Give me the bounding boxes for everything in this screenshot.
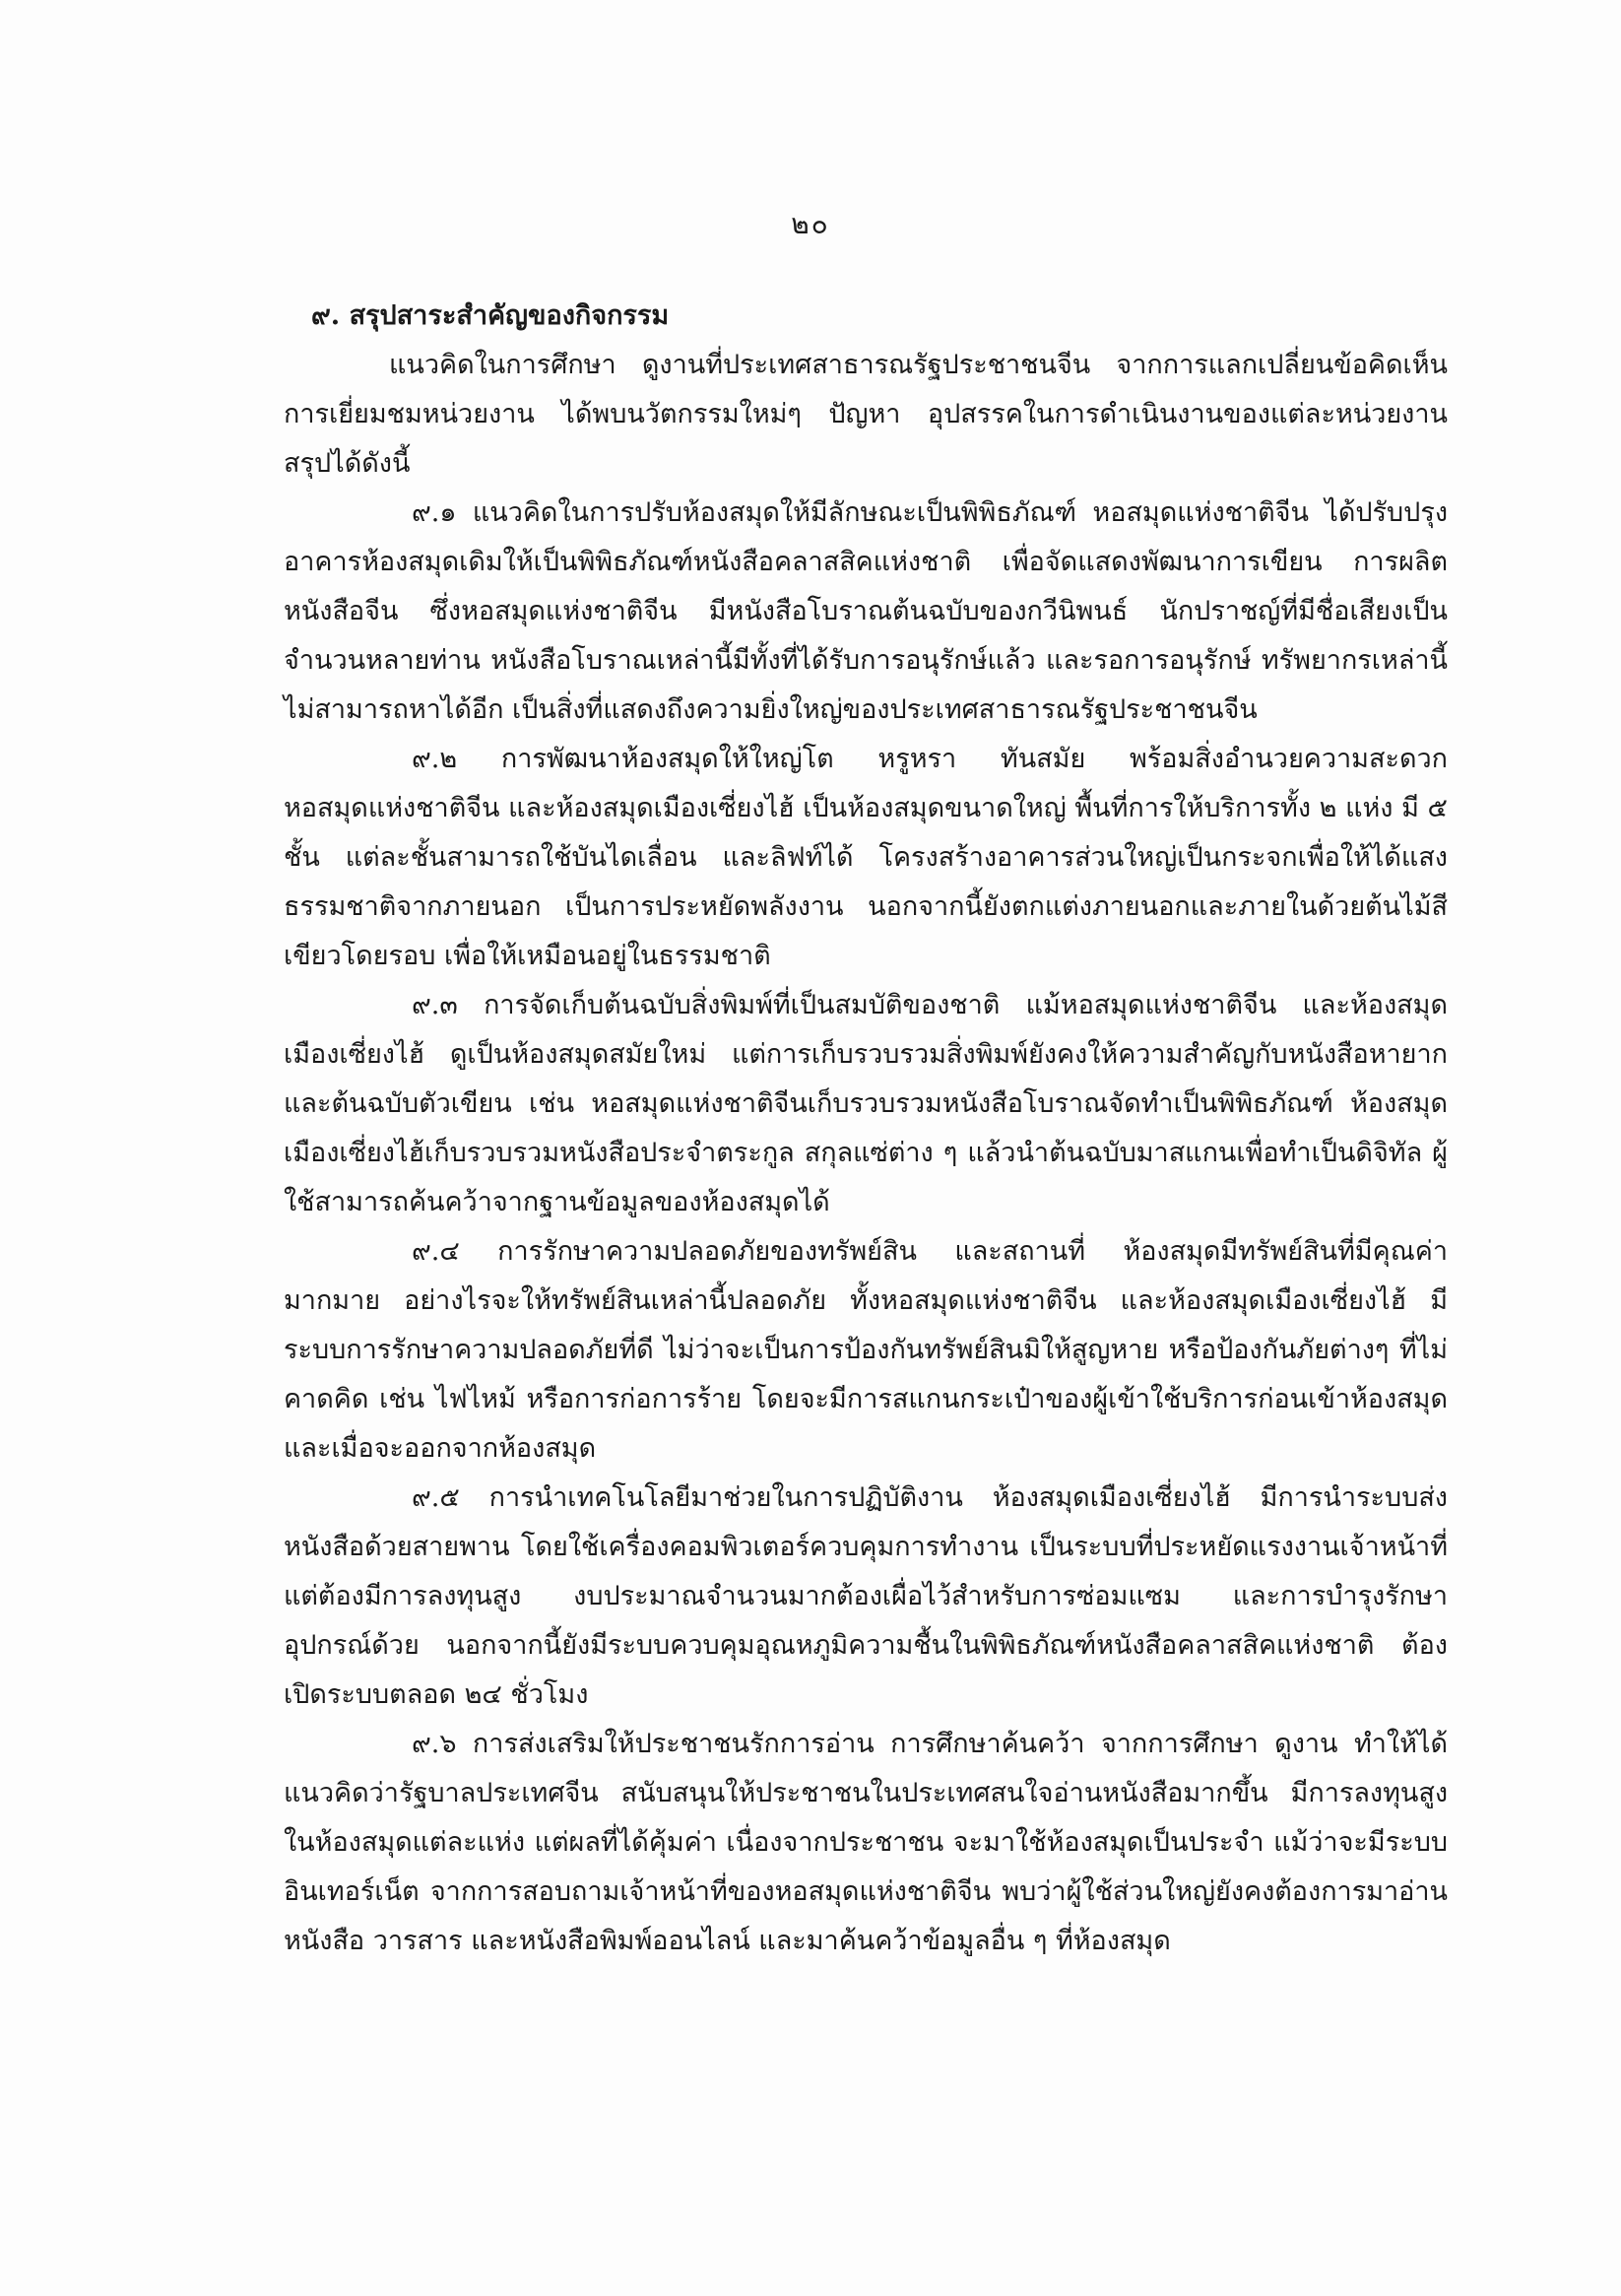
item-paragraph-9-2: ๙.๒ การพัฒนาห้องสมุดให้ใหญ่โต หรูหรา ทันสมัย พร้อมสิ่งอำนวยความสะดวก หอสมุดแห่งชาติจีน และห้องสมุดเมืองเซี่ยงไฮ้ เป็นห้องสมุดขนาดใหญ่ พื้นที่การให้บริการทั้ง ๒ แห่ง มี ๕ ชั้น แต่ละชั้นสามารถใช้บันไดเลื่อน และลิฟท์ได้ โครงสร้างอาคารส่วนใหญ่เป็นกระจกเพื่อให้ได้แสงธรรมชาติจากภายนอก เป็นการประหยัดพลังงาน นอกจากนี้ยังตกแต่งภายนอกและภายในด้วยต้นไม้สีเขียวโดยรอบ เพื่อให้เหมือนอยู่ในธรรมชาติ (284, 744, 1448, 971)
item-paragraph-9-1: ๙.๑ แนวคิดในการปรับห้องสมุดให้มีลักษณะเป็นพิพิธภัณฑ์ หอสมุดแห่งชาติจีน ได้ปรับปรุงอาคารห้องสมุดเดิมให้เป็นพิพิธภัณฑ์หนังสือคลาสสิคแห่งชาติ เพื่อจัดแสดงพัฒนาการเขียน การผลิตหนังสือจีน ซึ่งหอสมุดแห่งชาติจีน มีหนังสือโบราณต้นฉบับของกวีนิพนธ์ นักปราชญ์ที่มีชื่อเสียงเป็นจำนวนหลายท่าน หนังสือโบราณเหล่านี้มีทั้งที่ได้รับการอนุรักษ์แล้ว และรอการอนุรักษ์ ทรัพยากรเหล่านี้ไม่สามารถหาได้อีก เป็นสิ่งที่แสดงถึงความยิ่งใหญ่ของประเทศสาธารณรัฐประชาชนจีน (284, 497, 1448, 725)
section-body (284, 292, 1448, 1966)
item-paragraph-9-4: ๙.๔ การรักษาความปลอดภัยของทรัพย์สิน และสถานที่ ห้องสมุดมีทรัพย์สินที่มีคุณค่ามากมาย อย่างไรจะให้ทรัพย์สินเหล่านี้ปลอดภัย ทั้งหอสมุดแห่งชาติจีน และห้องสมุดเมืองเซี่ยงไฮ้ มีระบบการรักษาความปลอดภัยที่ดี ไม่ว่าจะเป็นการป้องกันทรัพย์สินมิให้สูญหาย หรือป้องกันภัยต่างๆ ที่ไม่คาดคิด เช่น ไฟไหม้ หรือการก่อการร้าย โดยจะมีการสแกนกระเป๋าของผู้เข้าใช้บริการก่อนเข้าห้องสมุด และเมื่อจะออกจากห้องสมุด (284, 1236, 1448, 1464)
item-paragraph-9-6: ๙.๖ การส่งเสริมให้ประชาชนรักการอ่าน การศึกษาค้นคว้า จากการศึกษา ดูงาน ทำให้ได้แนวคิดว่ารัฐบาลประเทศจีน สนับสนุนให้ประชาชนในประเทศสนใจอ่านหนังสือมากขึ้น มีการลงทุนสูงในห้องสมุดแต่ละแห่ง แต่ผลที่ได้คุ้มค่า เนื่องจากประชาชน จะมาใช้ห้องสมุดเป็นประจำ แม้ว่าจะมีระบบอินเทอร์เน็ต จากการสอบถามเจ้าหน้าที่ของหอสมุดแห่งชาติจีน พบว่าผู้ใช้ส่วนใหญ่ยังคงต้องการมาอ่านหนังสือ วารสาร และหนังสือพิมพ์ออนไลน์ และมาค้นคว้าข้อมูลอื่น ๆ ที่ห้องสมุด (284, 1729, 1448, 1956)
item-paragraph-9-5: ๙.๕ การนำเทคโนโลยีมาช่วยในการปฏิบัติงาน ห้องสมุดเมืองเซี่ยงไฮ้ มีการนำระบบส่งหนังสือด้วยสายพาน โดยใช้เครื่องคอมพิวเตอร์ควบคุมการทำงาน เป็นระบบที่ประหยัดแรงงานเจ้าหน้าที่ แต่ต้องมีการลงทุนสูง งบประมาณจำนวนมากต้องเผื่อไว้สำหรับการซ่อมแซม และการบำรุงรักษาอุปกรณ์ด้วย นอกจากนี้ยังมีระบบควบคุมอุณหภูมิความชื้นในพิพิธภัณฑ์หนังสือคลาสสิคแห่งชาติ ต้องเปิดระบบตลอด ๒๔ ชั่วโมง (284, 1482, 1448, 1710)
page-number: ๒๐ (791, 208, 830, 240)
intro-paragraph: แนวคิดในการศึกษา ดูงานที่ประเทศสาธารณรัฐประชาชนจีน จากการแลกเปลี่ยนข้อคิดเห็น การเยี่ยมชมหน่วยงาน ได้พบนวัตกรรมใหม่ๆ ปัญหา อุปสรรคในการดำเนินงานของแต่ละหน่วยงาน สรุปได้ดังนี้ (284, 350, 1448, 479)
item-paragraph-9-3: ๙.๓ การจัดเก็บต้นฉบับสิ่งพิมพ์ที่เป็นสมบัติของชาติ แม้หอสมุดแห่งชาติจีน และห้องสมุดเมืองเซี่ยงไฮ้ ดูเป็นห้องสมุดสมัยใหม่ แต่การเก็บรวบรวมสิ่งพิมพ์ยังคงให้ความสำคัญกับหนังสือหายาก และต้นฉบับตัวเขียน เช่น หอสมุดแห่งชาติจีนเก็บรวบรวมหนังสือโบราณจัดทำเป็นพิพิธภัณฑ์ ห้องสมุดเมืองเซี่ยงไฮ้เก็บรวบรวมหนังสือประจำตระกูล สกุลแซ่ต่าง ๆ แล้วนำต้นฉบับมาสแกนเพื่อทำเป็นดิจิทัล ผู้ใช้สามารถค้นคว้าจากฐานข้อมูลของห้องสมุดได้ (284, 990, 1448, 1217)
section-heading: ๙. สรุปสาระสำคัญของกิจกรรม (311, 300, 670, 331)
